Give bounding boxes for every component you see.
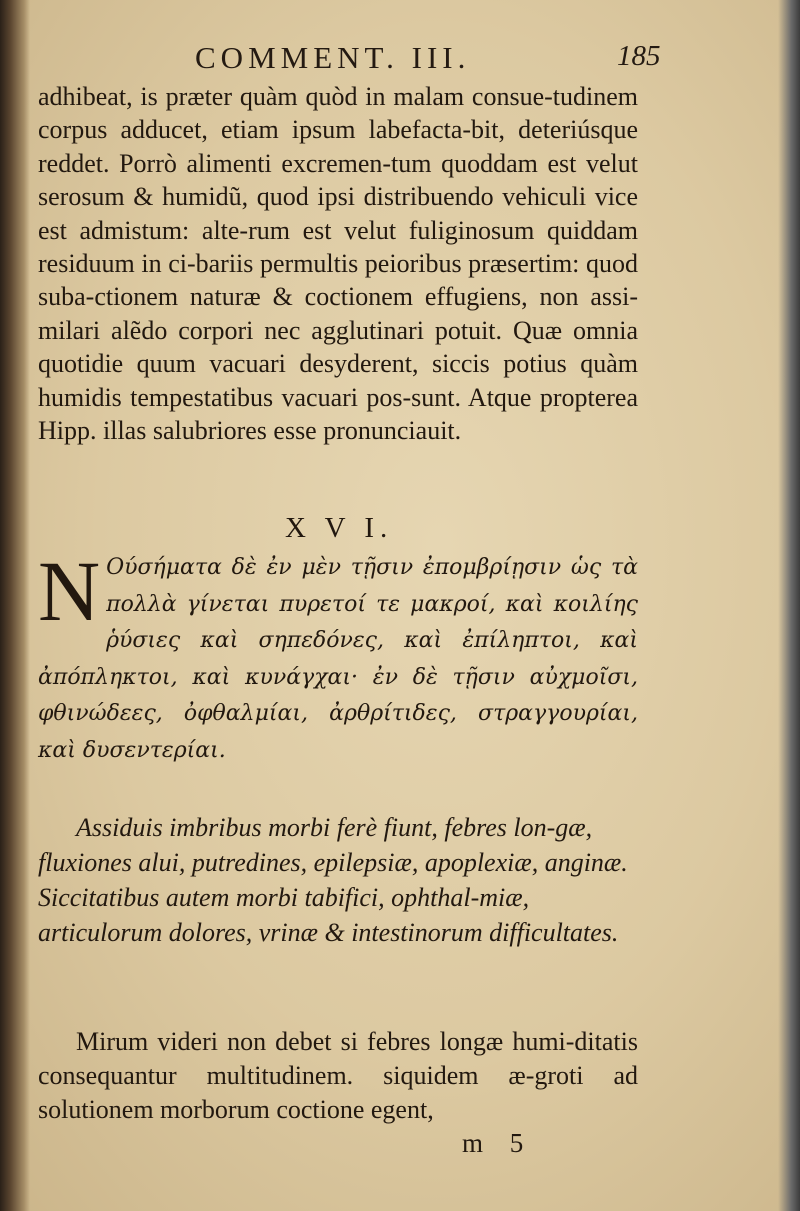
page-edge-shadow xyxy=(778,0,800,1211)
book-spine-shadow xyxy=(0,0,30,1211)
page-header xyxy=(0,40,800,80)
greek-text: Ούσήματα δὲ ἐν μὲν τῇσιν ἐπομβρίῃσιν ὡς τὰ πολλὰ γίνεται πυρετοί τε μακροί, καὶ κοιλίης ῥύσιες καὶ σηπεδόνες, καὶ ἐπίληπτοι, καὶ ἀπόπληκτοι, καὶ κυνάγχαι· ἐν δὲ τῇσιν αὐχμοῖσι, φθινώδεες, ὀφθαλμίαι, ἀρθρίτιδες, στραγγουρίαι, καὶ δυσεντερίαι. xyxy=(38,555,638,763)
body-text-block xyxy=(38,80,638,447)
page-number: 185 xyxy=(617,40,661,72)
commentary-paragraph: Mirum videri non debet si febres longæ humi-ditatis consequantur multitudinem. siquidem æ-groti ad solutionem morborum coctione egent, xyxy=(38,1027,638,1124)
aphorism-latin xyxy=(38,810,638,950)
running-title: COMMENT. III. xyxy=(195,40,471,75)
commentary-block xyxy=(38,1025,638,1127)
body-paragraph: adhibeat, is præter quàm quòd in malam consue-tudinem corpus adducet, etiam ipsum labefacta-bit, deteriúsque reddet. Porrò alimenti excremen-tum quoddam est velut serosum & humidũ, quod ipsi distribuendo vehiculi vice est admistum: alte-rum est velut fuliginosum quiddam residuum in ci-bariis permultis peioribus præsertim: quod suba-ctionem naturæ & coctionem effugiens, non assi-milari alẽdo corpori nec agglutinari potuit. Quæ omnia quotidie quum vacuari desyderent, siccis potius quàm humidis tempestatibus vacuari pos-sunt. Atque propterea Hipp. illas salubriores esse pronunciauit. xyxy=(38,82,638,446)
latin-translation: Assiduis imbribus morbi ferè fiunt, febres lon-gæ, fluxiones alui, putredines, epilepsiæ, apoplexiæ, anginæ. Siccitatibus autem morbi tabifici, ophthal-miæ, articulorum dolores, vrinæ & intestinorum difficultates. xyxy=(38,813,628,947)
section-number: X V I. xyxy=(285,512,394,544)
signature-mark: m 5 xyxy=(462,1128,534,1158)
drop-capital: N xyxy=(38,543,101,639)
aphorism-greek xyxy=(38,543,638,769)
